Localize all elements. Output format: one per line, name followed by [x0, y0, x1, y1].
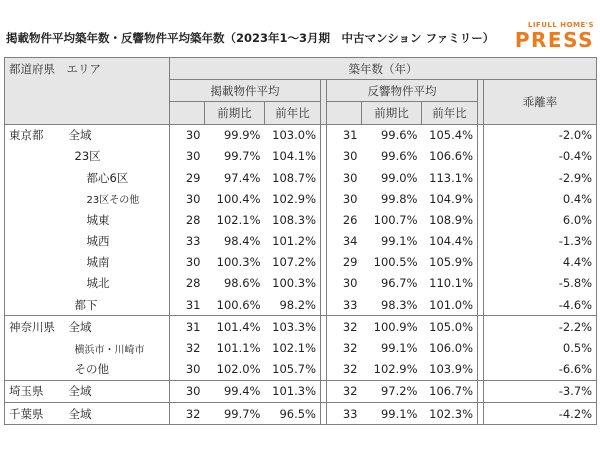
pref-cell [5, 252, 65, 273]
listed-prev-period-cell: 100.4% [205, 188, 265, 209]
listed-years-cell: 33 [170, 231, 205, 252]
listed-yoy-cell: 108.3% [265, 209, 321, 230]
listed-years-cell: 32 [170, 337, 205, 358]
inquiry-yoy-cell: 106.6% [422, 146, 478, 167]
pref-cell [5, 167, 65, 188]
pref-cell: 東京都 [5, 124, 65, 146]
inquiry-prev-period-cell: 102.9% [362, 359, 422, 381]
listed-prev-period-cell: 98.6% [205, 273, 265, 294]
inquiry-years-cell: 30 [327, 167, 362, 188]
listed-yoy-cell: 107.2% [265, 252, 321, 273]
area-cell: 城東 [65, 209, 170, 230]
inquiry-years-cell: 31 [327, 124, 362, 146]
table-row [5, 252, 597, 273]
area-cell: 23区その他 [65, 188, 170, 209]
inquiry-yoy-cell: 110.1% [422, 273, 478, 294]
area-cell: その他 [65, 359, 170, 381]
inquiry-prev-period-cell: 99.8% [362, 188, 422, 209]
table-row [5, 316, 597, 338]
area-cell: 23区 [65, 146, 170, 167]
header-listed: 掲載物件平均 [170, 80, 321, 102]
gap-rate-cell: -5.8% [484, 273, 597, 294]
inquiry-yoy-cell: 101.0% [422, 294, 478, 316]
area-cell: 全域 [65, 403, 170, 425]
listed-yoy-cell: 101.2% [265, 231, 321, 252]
listed-prev-period-cell: 99.7% [205, 146, 265, 167]
age-table [4, 57, 597, 425]
listed-prev-period-cell: 100.6% [205, 294, 265, 316]
brand-logo [515, 22, 594, 50]
listed-years-cell: 29 [170, 167, 205, 188]
table-row [5, 273, 597, 294]
listed-yoy-cell: 100.3% [265, 273, 321, 294]
inquiry-prev-period-cell: 99.6% [362, 124, 422, 146]
inquiry-years-cell: 30 [327, 273, 362, 294]
header-prev-period: 前期比 [205, 102, 265, 124]
listed-prev-period-cell: 102.1% [205, 209, 265, 230]
gap-rate-cell: 4.4% [484, 252, 597, 273]
inquiry-yoy-cell: 105.0% [422, 316, 478, 338]
listed-yoy-cell: 96.5% [265, 403, 321, 425]
inquiry-prev-period-cell: 96.7% [362, 273, 422, 294]
logo-bottom-text: PRESS [514, 28, 594, 52]
gap-rate-cell: -6.6% [484, 359, 597, 381]
listed-yoy-cell: 101.3% [265, 380, 321, 402]
inquiry-prev-period-cell: 100.7% [362, 209, 422, 230]
listed-years-cell: 30 [170, 359, 205, 381]
inquiry-years-cell: 33 [327, 294, 362, 316]
inquiry-yoy-cell: 106.0% [422, 337, 478, 358]
gap-rate-cell: -4.2% [484, 403, 597, 425]
gap-rate-cell: -1.3% [484, 231, 597, 252]
table-row [5, 124, 597, 146]
header-yoy-2: 前年比 [422, 102, 478, 124]
listed-prev-period-cell: 101.4% [205, 316, 265, 338]
listed-yoy-cell: 103.3% [265, 316, 321, 338]
pref-cell [5, 188, 65, 209]
gap-rate-cell: -3.7% [484, 380, 597, 402]
gap-rate-cell: 6.0% [484, 209, 597, 230]
listed-years-cell: 31 [170, 294, 205, 316]
pref-cell [5, 273, 65, 294]
inquiry-prev-period-cell: 100.9% [362, 316, 422, 338]
inquiry-yoy-cell: 104.9% [422, 188, 478, 209]
gap-rate-cell: 0.5% [484, 337, 597, 358]
page-title: 掲載物件平均築年数・反響物件平均築年数（2023年1～3月期 中古マンション ファミリー） [6, 31, 495, 45]
inquiry-yoy-cell: 106.7% [422, 380, 478, 402]
listed-prev-period-cell: 101.1% [205, 337, 265, 358]
inquiry-years-cell: 30 [327, 188, 362, 209]
table-row [5, 146, 597, 167]
area-cell: 城北 [65, 273, 170, 294]
listed-yoy-cell: 108.7% [265, 167, 321, 188]
inquiry-prev-period-cell: 99.1% [362, 231, 422, 252]
listed-years-cell: 30 [170, 188, 205, 209]
inquiry-years-cell: 33 [327, 403, 362, 425]
gap-rate-cell: -4.6% [484, 294, 597, 316]
listed-yoy-cell: 103.0% [265, 124, 321, 146]
inquiry-years-cell: 29 [327, 252, 362, 273]
table-row [5, 231, 597, 252]
area-cell: 都心6区 [65, 167, 170, 188]
inquiry-prev-period-cell: 99.0% [362, 167, 422, 188]
listed-years-cell: 32 [170, 403, 205, 425]
inquiry-prev-period-cell: 100.5% [362, 252, 422, 273]
pref-cell: 神奈川県 [5, 316, 65, 338]
inquiry-years-cell: 30 [327, 146, 362, 167]
header-gap: 乖離率 [484, 80, 597, 124]
pref-cell: 千葉県 [5, 403, 65, 425]
inquiry-years-cell: 26 [327, 209, 362, 230]
inquiry-yoy-cell: 105.4% [422, 124, 478, 146]
logo-top-text: LIFULL HOME'S [527, 21, 594, 29]
area-cell: 城南 [65, 252, 170, 273]
listed-prev-period-cell: 99.9% [205, 124, 265, 146]
listed-yoy-cell: 105.7% [265, 359, 321, 381]
pref-cell [5, 231, 65, 252]
listed-years-cell: 31 [170, 316, 205, 338]
header-inquiry: 反響物件平均 [327, 80, 478, 102]
table-row [5, 167, 597, 188]
inquiry-yoy-cell: 113.1% [422, 167, 478, 188]
listed-years-cell: 30 [170, 380, 205, 402]
inquiry-prev-period-cell: 98.3% [362, 294, 422, 316]
inquiry-years-cell: 32 [327, 359, 362, 381]
listed-years-cell: 30 [170, 252, 205, 273]
inquiry-prev-period-cell: 99.1% [362, 403, 422, 425]
listed-years-cell: 30 [170, 146, 205, 167]
listed-yoy-cell: 98.2% [265, 294, 321, 316]
table-row [5, 403, 597, 425]
listed-yoy-cell: 102.1% [265, 337, 321, 358]
listed-prev-period-cell: 99.7% [205, 403, 265, 425]
inquiry-years-cell: 32 [327, 380, 362, 402]
table-row [5, 294, 597, 316]
area-cell: 全域 [65, 380, 170, 402]
inquiry-years-cell: 34 [327, 231, 362, 252]
area-cell: 全域 [65, 124, 170, 146]
table-row [5, 337, 597, 358]
pref-cell [5, 359, 65, 381]
listed-prev-period-cell: 100.3% [205, 252, 265, 273]
inquiry-prev-period-cell: 99.1% [362, 337, 422, 358]
inquiry-yoy-cell: 103.9% [422, 359, 478, 381]
gap-rate-cell: -2.9% [484, 167, 597, 188]
table-row [5, 209, 597, 230]
header-pref-area: 都道府県 エリア [5, 58, 170, 125]
header-years: 築年数（年） [170, 58, 597, 80]
area-cell: 全域 [65, 316, 170, 338]
header-prev-period-2: 前期比 [362, 102, 422, 124]
inquiry-years-cell: 32 [327, 337, 362, 358]
inquiry-years-cell: 32 [327, 316, 362, 338]
gap-rate-cell: -2.2% [484, 316, 597, 338]
listed-prev-period-cell: 102.0% [205, 359, 265, 381]
gap-rate-cell: -2.0% [484, 124, 597, 146]
table-row [5, 188, 597, 209]
table-row [5, 380, 597, 402]
listed-years-cell: 28 [170, 273, 205, 294]
gap-rate-cell: 0.4% [484, 188, 597, 209]
header-yoy: 前年比 [265, 102, 321, 124]
area-cell: 横浜市・川崎市 [65, 337, 170, 358]
pref-cell [5, 146, 65, 167]
listed-yoy-cell: 104.1% [265, 146, 321, 167]
table-row [5, 359, 597, 381]
listed-yoy-cell: 102.9% [265, 188, 321, 209]
pref-cell [5, 209, 65, 230]
pref-cell [5, 337, 65, 358]
inquiry-yoy-cell: 102.3% [422, 403, 478, 425]
pref-cell [5, 294, 65, 316]
listed-years-cell: 30 [170, 124, 205, 146]
listed-prev-period-cell: 97.4% [205, 167, 265, 188]
inquiry-prev-period-cell: 99.6% [362, 146, 422, 167]
inquiry-yoy-cell: 105.9% [422, 252, 478, 273]
inquiry-yoy-cell: 104.4% [422, 231, 478, 252]
listed-prev-period-cell: 98.4% [205, 231, 265, 252]
gap-rate-cell: -0.4% [484, 146, 597, 167]
inquiry-prev-period-cell: 97.2% [362, 380, 422, 402]
listed-prev-period-cell: 99.4% [205, 380, 265, 402]
inquiry-yoy-cell: 108.9% [422, 209, 478, 230]
area-cell: 都下 [65, 294, 170, 316]
pref-cell: 埼玉県 [5, 380, 65, 402]
area-cell: 城西 [65, 231, 170, 252]
listed-years-cell: 28 [170, 209, 205, 230]
